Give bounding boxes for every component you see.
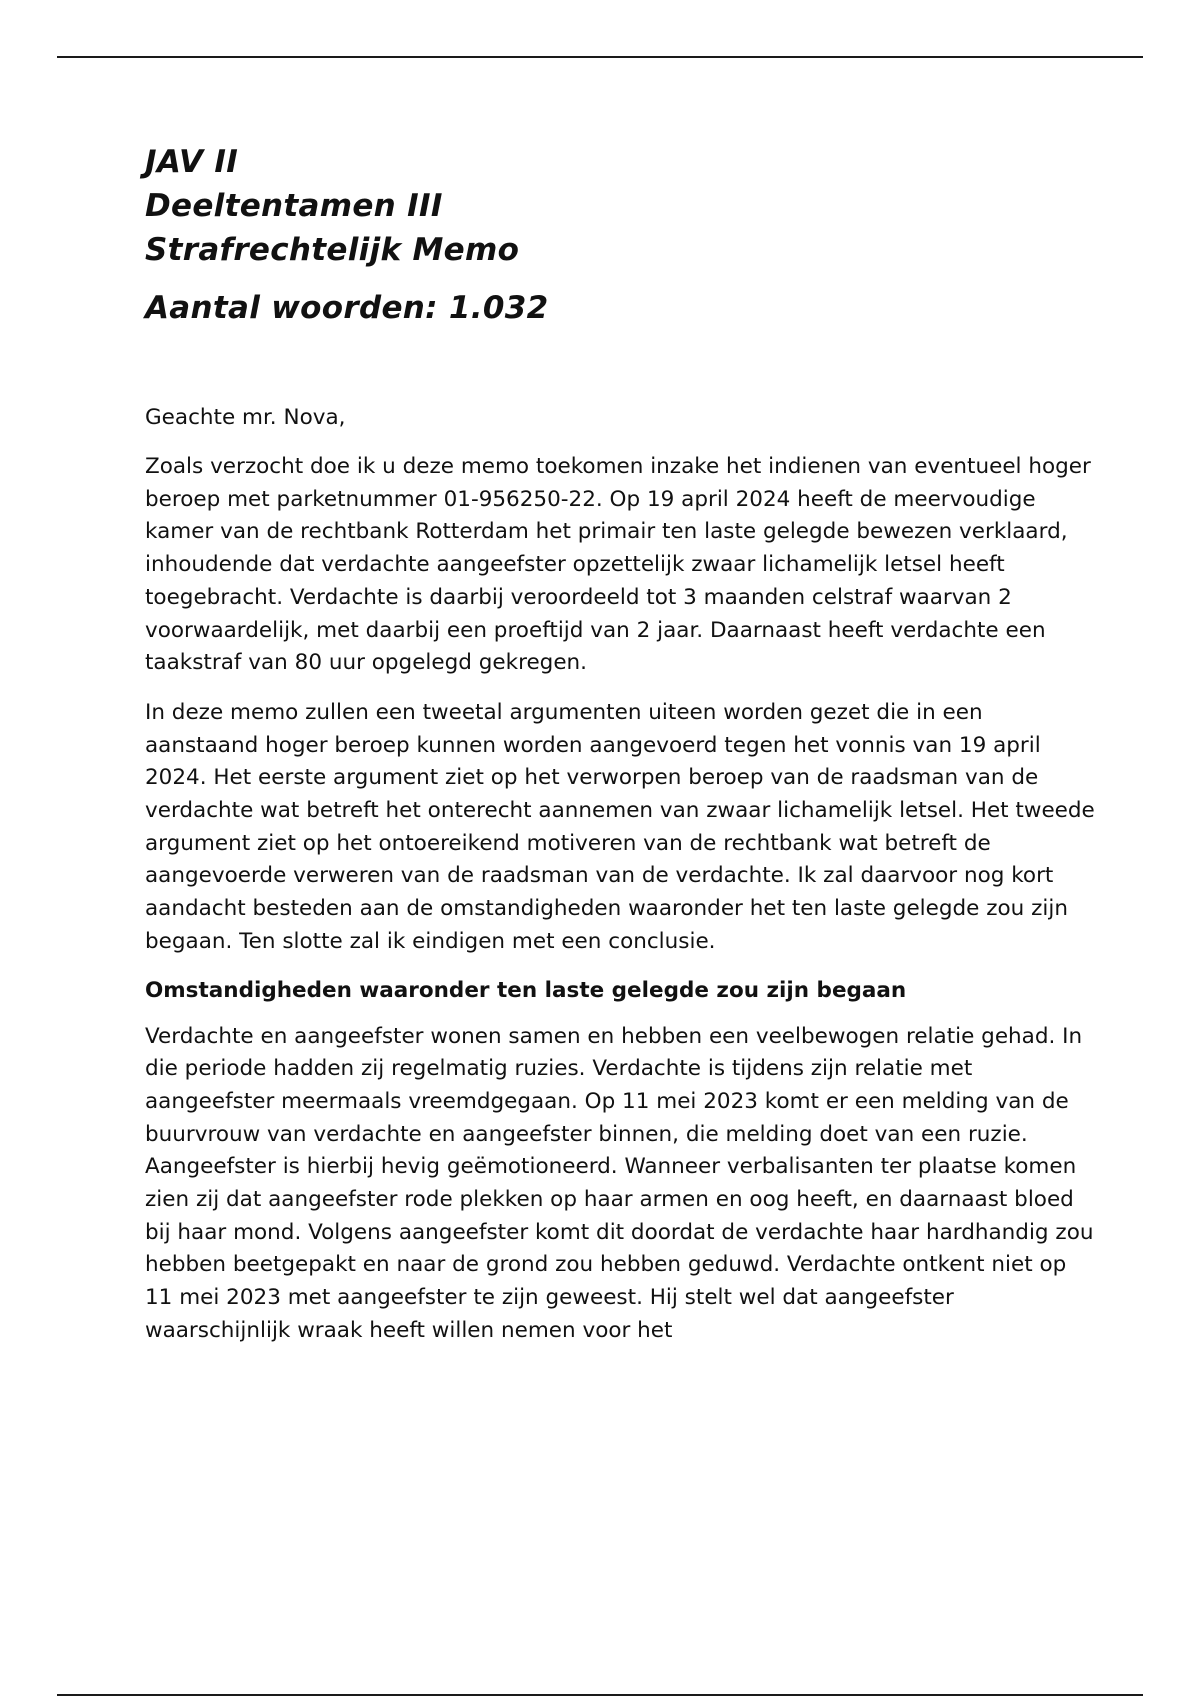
paragraph-circumstances: Verdachte en aangeefster wonen samen en hebben een veelbewogen relatie gehad. In die periode hadden zij regelmatig ruzies. Verdachte is tijdens zijn relatie met aangeefster meermaals vreemdgegaan. Op 11 mei 2023 komt er een melding van de buurvrouw van verdachte en aangeefster binnen, die melding doet van een ruzie. Aangeefster is hierbij hevig geëmotioneerd. Wanneer verbalisanten ter plaatse komen zien zij dat aangeefster rode plekken op haar armen en oog heeft, en daarnaast bloed bij haar mond. Volgens aangeefster komt dit doordat de verdachte haar hardhandig zou hebben beetgepakt en naar de grond zou hebben geduwd. Verdachte ontkent niet op 11 mei 2023 met aangeefster te zijn geweest. Hij stelt wel dat aangeefster waarschijnlijk wraak heeft willen nemen voor het <box>145 1023 1094 1343</box>
section-heading: Omstandigheden waaronder ten laste gelegde zou zijn begaan <box>145 977 907 1003</box>
title-line-memo: Strafrechtelijk Memo <box>145 232 520 268</box>
title-line-course: JAV II <box>145 144 239 180</box>
top-rule <box>57 56 1143 58</box>
paragraph-arguments: In deze memo zullen een tweetal argumenten uiteen worden gezet die in een aanstaand hoger beroep kunnen worden aangevoerd tegen het vonnis van 19 april 2024. Het eerste argument ziet op het verworpen beroep van de raadsman van de verdachte wat betreft het onterecht aannemen van zwaar lichamelijk letsel. Het tweede argument ziet op het ontoereikend motiveren van de rechtbank wat betreft de aangevoerde verweren van de raadsman van de verdachte. Ik zal daarvoor nog kort aandacht besteden aan de omstandigheden waaronder het ten laste gelegde zou zijn begaan. Ten slotte zal ik eindigen met een conclusie. <box>145 699 1095 954</box>
word-count: Aantal woorden: 1.032 <box>145 290 549 326</box>
bottom-rule <box>57 1694 1143 1696</box>
document-content <box>145 140 1095 1348</box>
title-line-exam: Deeltentamen III <box>145 188 443 224</box>
salutation: Geachte mr. Nova, <box>145 405 346 430</box>
title-block <box>145 140 1095 330</box>
paragraph-intro: Zoals verzocht doe ik u deze memo toekomen inzake het indienen van eventueel hoger beroep met parketnummer 01-956250-22. Op 19 april 2024 heeft de meervoudige kamer van de rechtbank Rotterdam het primair ten laste gelegde bewezen verklaard, inhoudende dat verdachte aangeefster opzettelijk zwaar lichamelijk letsel heeft toegebracht. Verdachte is daarbij veroordeeld tot 3 maanden celstraf waarvan 2 voorwaardelijk, met daarbij een proeftijd van 2 jaar. Daarnaast heeft verdachte een taakstraf van 80 uur opgelegd gekregen. <box>145 454 1091 676</box>
